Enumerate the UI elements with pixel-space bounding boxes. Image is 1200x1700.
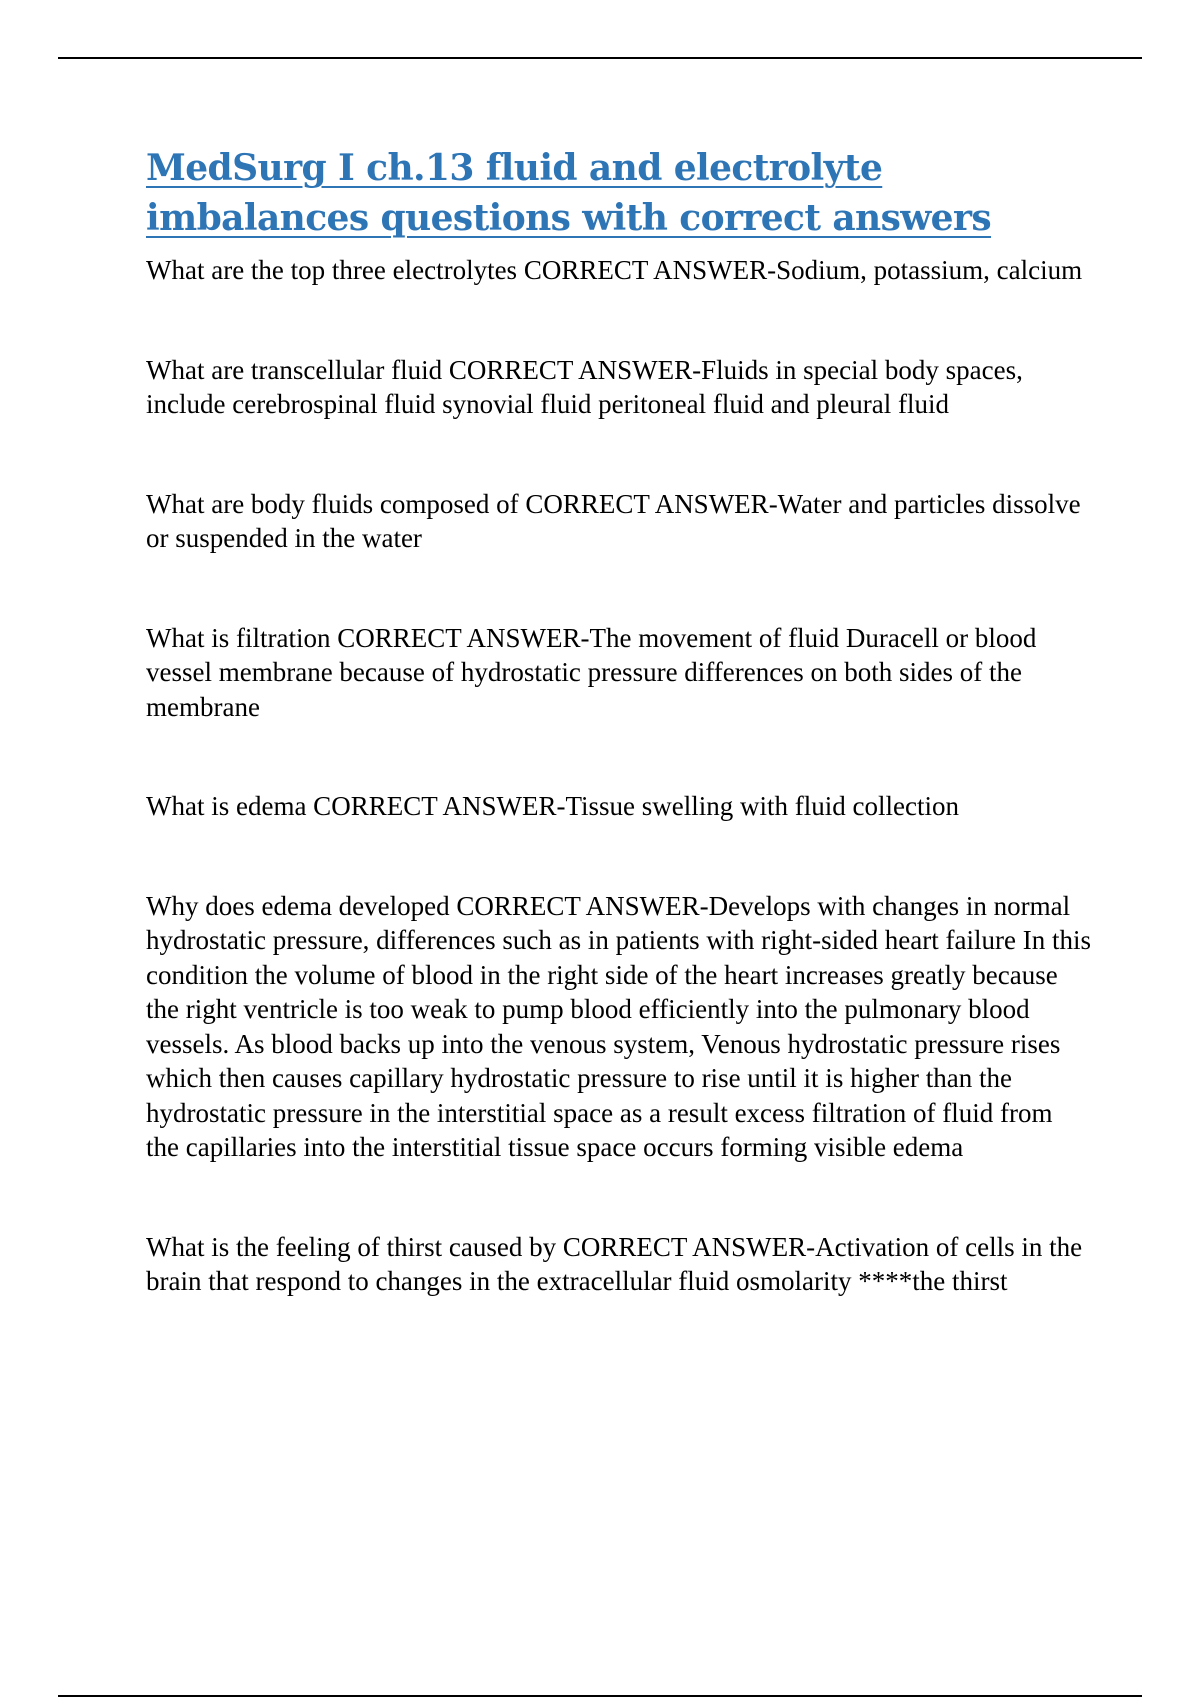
qa-item-electrolytes: What are the top three electrolytes CORRECT ANSWER-Sodium, potassium, calcium [146, 255, 1083, 285]
document-body [146, 143, 1091, 1364]
qa-item-thirst: What is the feeling of thirst caused by CORRECT ANSWER-Activation of cells in the brain that respond to changes in the extracellular fluid osmolarity ****the thirst [146, 1231, 1083, 1296]
qa-item-edema-development: Why does edema developed CORRECT ANSWER-Develops with changes in normal hydrostatic pressure, differences such as in patients with right-sided heart failure In this condition the volume of blood in the right side of the heart increases greatly because the right ventricle is too weak to pump blood efficiently into the pulmonary blood vessels. As blood backs up into the venous system, Venous hydrostatic pressure rises which then causes capillary hydrostatic pressure to rise until it is higher than the hydrostatic pressure in the interstitial space as a result excess filtration of fluid from the capillaries into the interstitial tissue space occurs forming visible edema [146, 890, 1091, 1162]
qa-item-filtration: What is filtration CORRECT ANSWER-The movement of fluid Duracell or blood vessel membrane because of hydrostatic pressure differences on both sides of the membrane [146, 622, 1037, 722]
header-rule [58, 57, 1142, 59]
qa-item-body-fluids: What are body fluids composed of CORRECT ANSWER-Water and particles dissolve or suspended in the water [146, 488, 1081, 553]
document-title: MedSurg I ch.13 fluid and electrolyte imbalances questions with correct answers [146, 147, 992, 239]
qa-item-edema: What is edema CORRECT ANSWER-Tissue swelling with fluid collection [146, 791, 959, 821]
qa-item-transcellular-fluid: What are transcellular fluid CORRECT ANSWER-Fluids in special body spaces, include cerebrospinal fluid synovial fluid peritoneal fluid and pleural fluid [146, 354, 1023, 419]
question-answer-list [146, 253, 1091, 1299]
footer-rule [58, 1695, 1142, 1697]
